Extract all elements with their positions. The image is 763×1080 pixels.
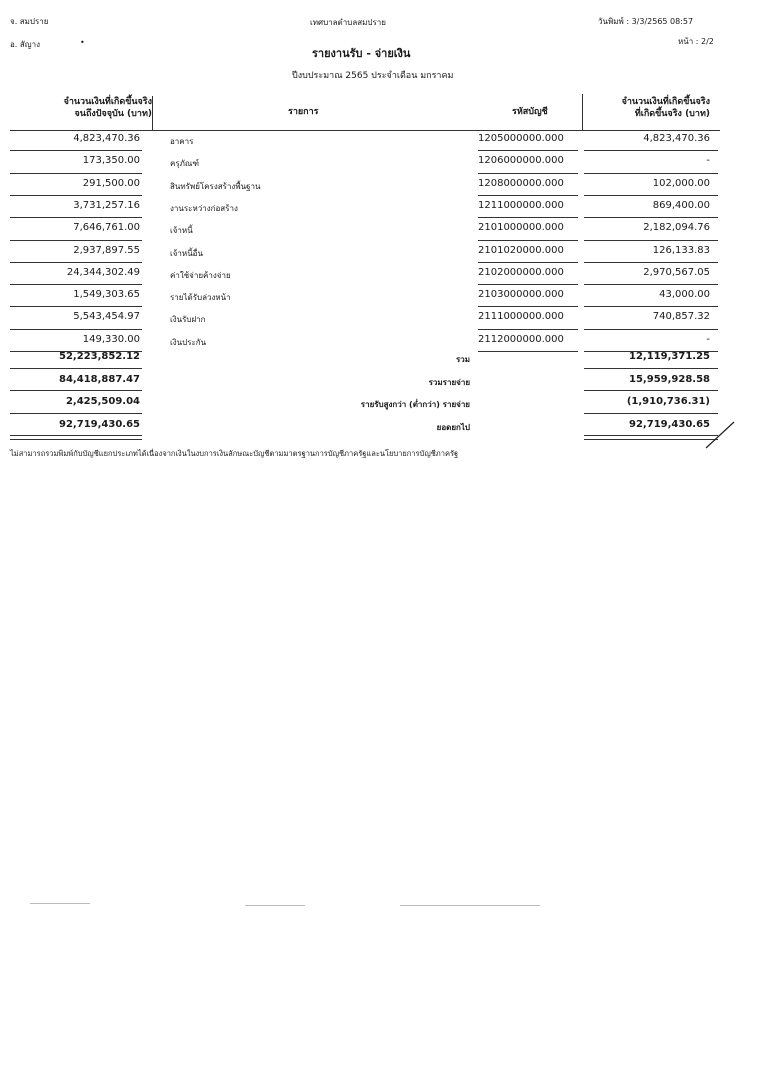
row-account-code: 1208000000.000 (478, 177, 564, 189)
row-item: เจ้าหนี้ (170, 226, 193, 236)
row-rule-right (584, 306, 718, 307)
row-rule-left (10, 329, 142, 330)
total-actual-month: (1,910,736.31) (626, 396, 710, 407)
column-header-account-code: รหัสบัญชี (512, 107, 548, 117)
total-rule (584, 435, 718, 440)
total-actual-month: 12,119,371.25 (629, 351, 710, 362)
column-header-actual-month: จำนวนเงินที่เกิดขึ้นจริง ที่เกิดขึ้นจริง (บาท) (621, 97, 710, 119)
row-actual-month: - (706, 333, 710, 345)
row-rule-code (478, 173, 578, 174)
total-actual-ytd: 84,418,887.47 (59, 373, 140, 385)
province-label: จ. สมปราย (10, 17, 49, 26)
row-actual-ytd: 7,646,761.00 (73, 222, 140, 234)
row-actual-ytd: 24,344,302.49 (66, 266, 140, 278)
row-rule-left (10, 173, 142, 174)
row-rule-left (10, 150, 142, 151)
row-rule-left (10, 306, 142, 307)
total-label: รายรับสูงกว่า (ต่ำกว่า) รายจ่าย (360, 400, 470, 409)
row-rule-right (584, 195, 718, 196)
row-rule-left (10, 240, 142, 241)
row-item: รายได้รับล่วงหน้า (170, 293, 231, 303)
row-actual-ytd: 5,543,454.97 (73, 311, 140, 323)
row-rule-right (584, 262, 718, 263)
checkmark-slash-icon (704, 420, 738, 450)
row-rule-left (10, 195, 142, 196)
row-item: งานระหว่างก่อสร้าง (170, 203, 238, 213)
bullet-mark: • (80, 38, 85, 47)
row-item: เงินรับฝาก (170, 315, 206, 325)
total-label: รวม (455, 355, 470, 364)
row-account-code: 2101020000.000 (478, 244, 564, 256)
row-actual-ytd: 3,731,257.16 (73, 199, 140, 211)
row-actual-month: 4,823,470.36 (643, 133, 710, 144)
row-rule-code (478, 284, 578, 285)
row-rule-left (10, 284, 142, 285)
row-actual-ytd: 1,549,303.65 (73, 289, 140, 301)
report-subtitle: ปีงบประมาณ 2565 ประจำเดือน มกราคม (292, 71, 454, 81)
row-rule-code (478, 240, 578, 241)
total-actual-ytd: 52,223,852.12 (59, 351, 140, 362)
row-item: เจ้าหนี้อื่น (170, 248, 203, 258)
row-actual-month: 869,400.00 (652, 199, 710, 211)
row-rule-left (10, 262, 142, 263)
scan-artifact (245, 905, 305, 906)
total-rule (10, 390, 142, 391)
row-item: เงินประกัน (170, 337, 207, 347)
row-rule-right (584, 284, 718, 285)
header-divider-left (152, 96, 153, 130)
scan-artifact (30, 903, 90, 904)
column-header-item: รายการ (288, 107, 319, 117)
page-number: หน้า : 2/2 (678, 37, 714, 46)
row-rule-right (584, 150, 718, 151)
total-rule (10, 435, 142, 440)
row-rule-left (10, 217, 142, 218)
row-account-code: 2103000000.000 (478, 289, 564, 301)
row-actual-month: 43,000.00 (659, 289, 710, 301)
row-rule-code (478, 306, 578, 307)
total-actual-month: 92,719,430.65 (629, 418, 710, 430)
row-actual-ytd: 4,823,470.36 (73, 133, 140, 144)
row-actual-month: 2,182,094.76 (643, 222, 710, 234)
row-account-code: 1205000000.000 (478, 133, 564, 144)
row-rule-right (584, 217, 718, 218)
row-actual-month: 2,970,567.05 (643, 266, 710, 278)
footnote: ไม่สามารถรวมพิมพ์กับบัญชีแยกประเภทได้เนื่องจากเงินในงบการเงินลักษณะบัญชีตามมาตรฐานการบัญชีภาครัฐและนโยบายการบัญชีภาครัฐ (10, 449, 459, 458)
organization-name: เทศบาลตำบลสมปราย (310, 18, 386, 27)
row-actual-month: 126,133.83 (652, 244, 710, 256)
row-actual-month: 102,000.00 (652, 177, 710, 189)
row-actual-month: - (706, 155, 710, 167)
row-account-code: 1211000000.000 (478, 199, 564, 211)
header-divider-right (582, 94, 583, 130)
report-title: รายงานรับ - จ่ายเงิน (312, 47, 411, 60)
district-label: อ. สัญาง (10, 40, 40, 49)
row-rule-right (584, 329, 718, 330)
row-rule-right (584, 240, 718, 241)
row-actual-month: 740,857.32 (652, 311, 710, 323)
row-item: ครุภัณฑ์ (170, 159, 199, 169)
row-account-code: 2112000000.000 (478, 333, 564, 345)
row-account-code: 2102000000.000 (478, 266, 564, 278)
scan-artifact (400, 905, 540, 906)
total-label: รวมรายจ่าย (428, 377, 470, 387)
row-rule-code (478, 351, 578, 352)
row-rule-code (478, 217, 578, 218)
total-actual-ytd: 2,425,509.04 (65, 396, 140, 407)
total-actual-ytd: 92,719,430.65 (59, 418, 140, 430)
row-actual-ytd: 2,937,897.55 (73, 244, 140, 256)
row-actual-ytd: 149,330.00 (82, 333, 140, 345)
row-actual-ytd: 173,350.00 (82, 155, 140, 167)
row-account-code: 2101000000.000 (478, 222, 564, 234)
total-label: ยอดยกไป (436, 422, 470, 432)
row-rule-code (478, 150, 578, 151)
row-actual-ytd: 291,500.00 (82, 177, 140, 189)
total-actual-month: 15,959,928.58 (629, 373, 710, 385)
total-rule (584, 413, 718, 414)
header-bottom-rule (10, 130, 720, 131)
total-rule (10, 413, 142, 414)
row-rule-code (478, 329, 578, 330)
column-header-actual-ytd: จำนวนเงินที่เกิดขึ้นจริง จนถึงปัจจุบัน (บาท) (63, 97, 152, 119)
row-item: สินทรัพย์โครงสร้างพื้นฐาน (170, 181, 261, 191)
total-rule (10, 368, 142, 369)
row-rule-code (478, 262, 578, 263)
row-item: อาคาร (170, 137, 194, 146)
row-rule-code (478, 195, 578, 196)
total-rule (584, 390, 718, 391)
row-account-code: 2111000000.000 (478, 311, 564, 323)
row-rule-right (584, 173, 718, 174)
total-rule (584, 368, 718, 369)
row-item: ค่าใช้จ่ายค้างจ่าย (170, 270, 231, 280)
print-date: วันพิมพ์ : 3/3/2565 08:57 (598, 17, 694, 26)
row-account-code: 1206000000.000 (478, 155, 564, 167)
